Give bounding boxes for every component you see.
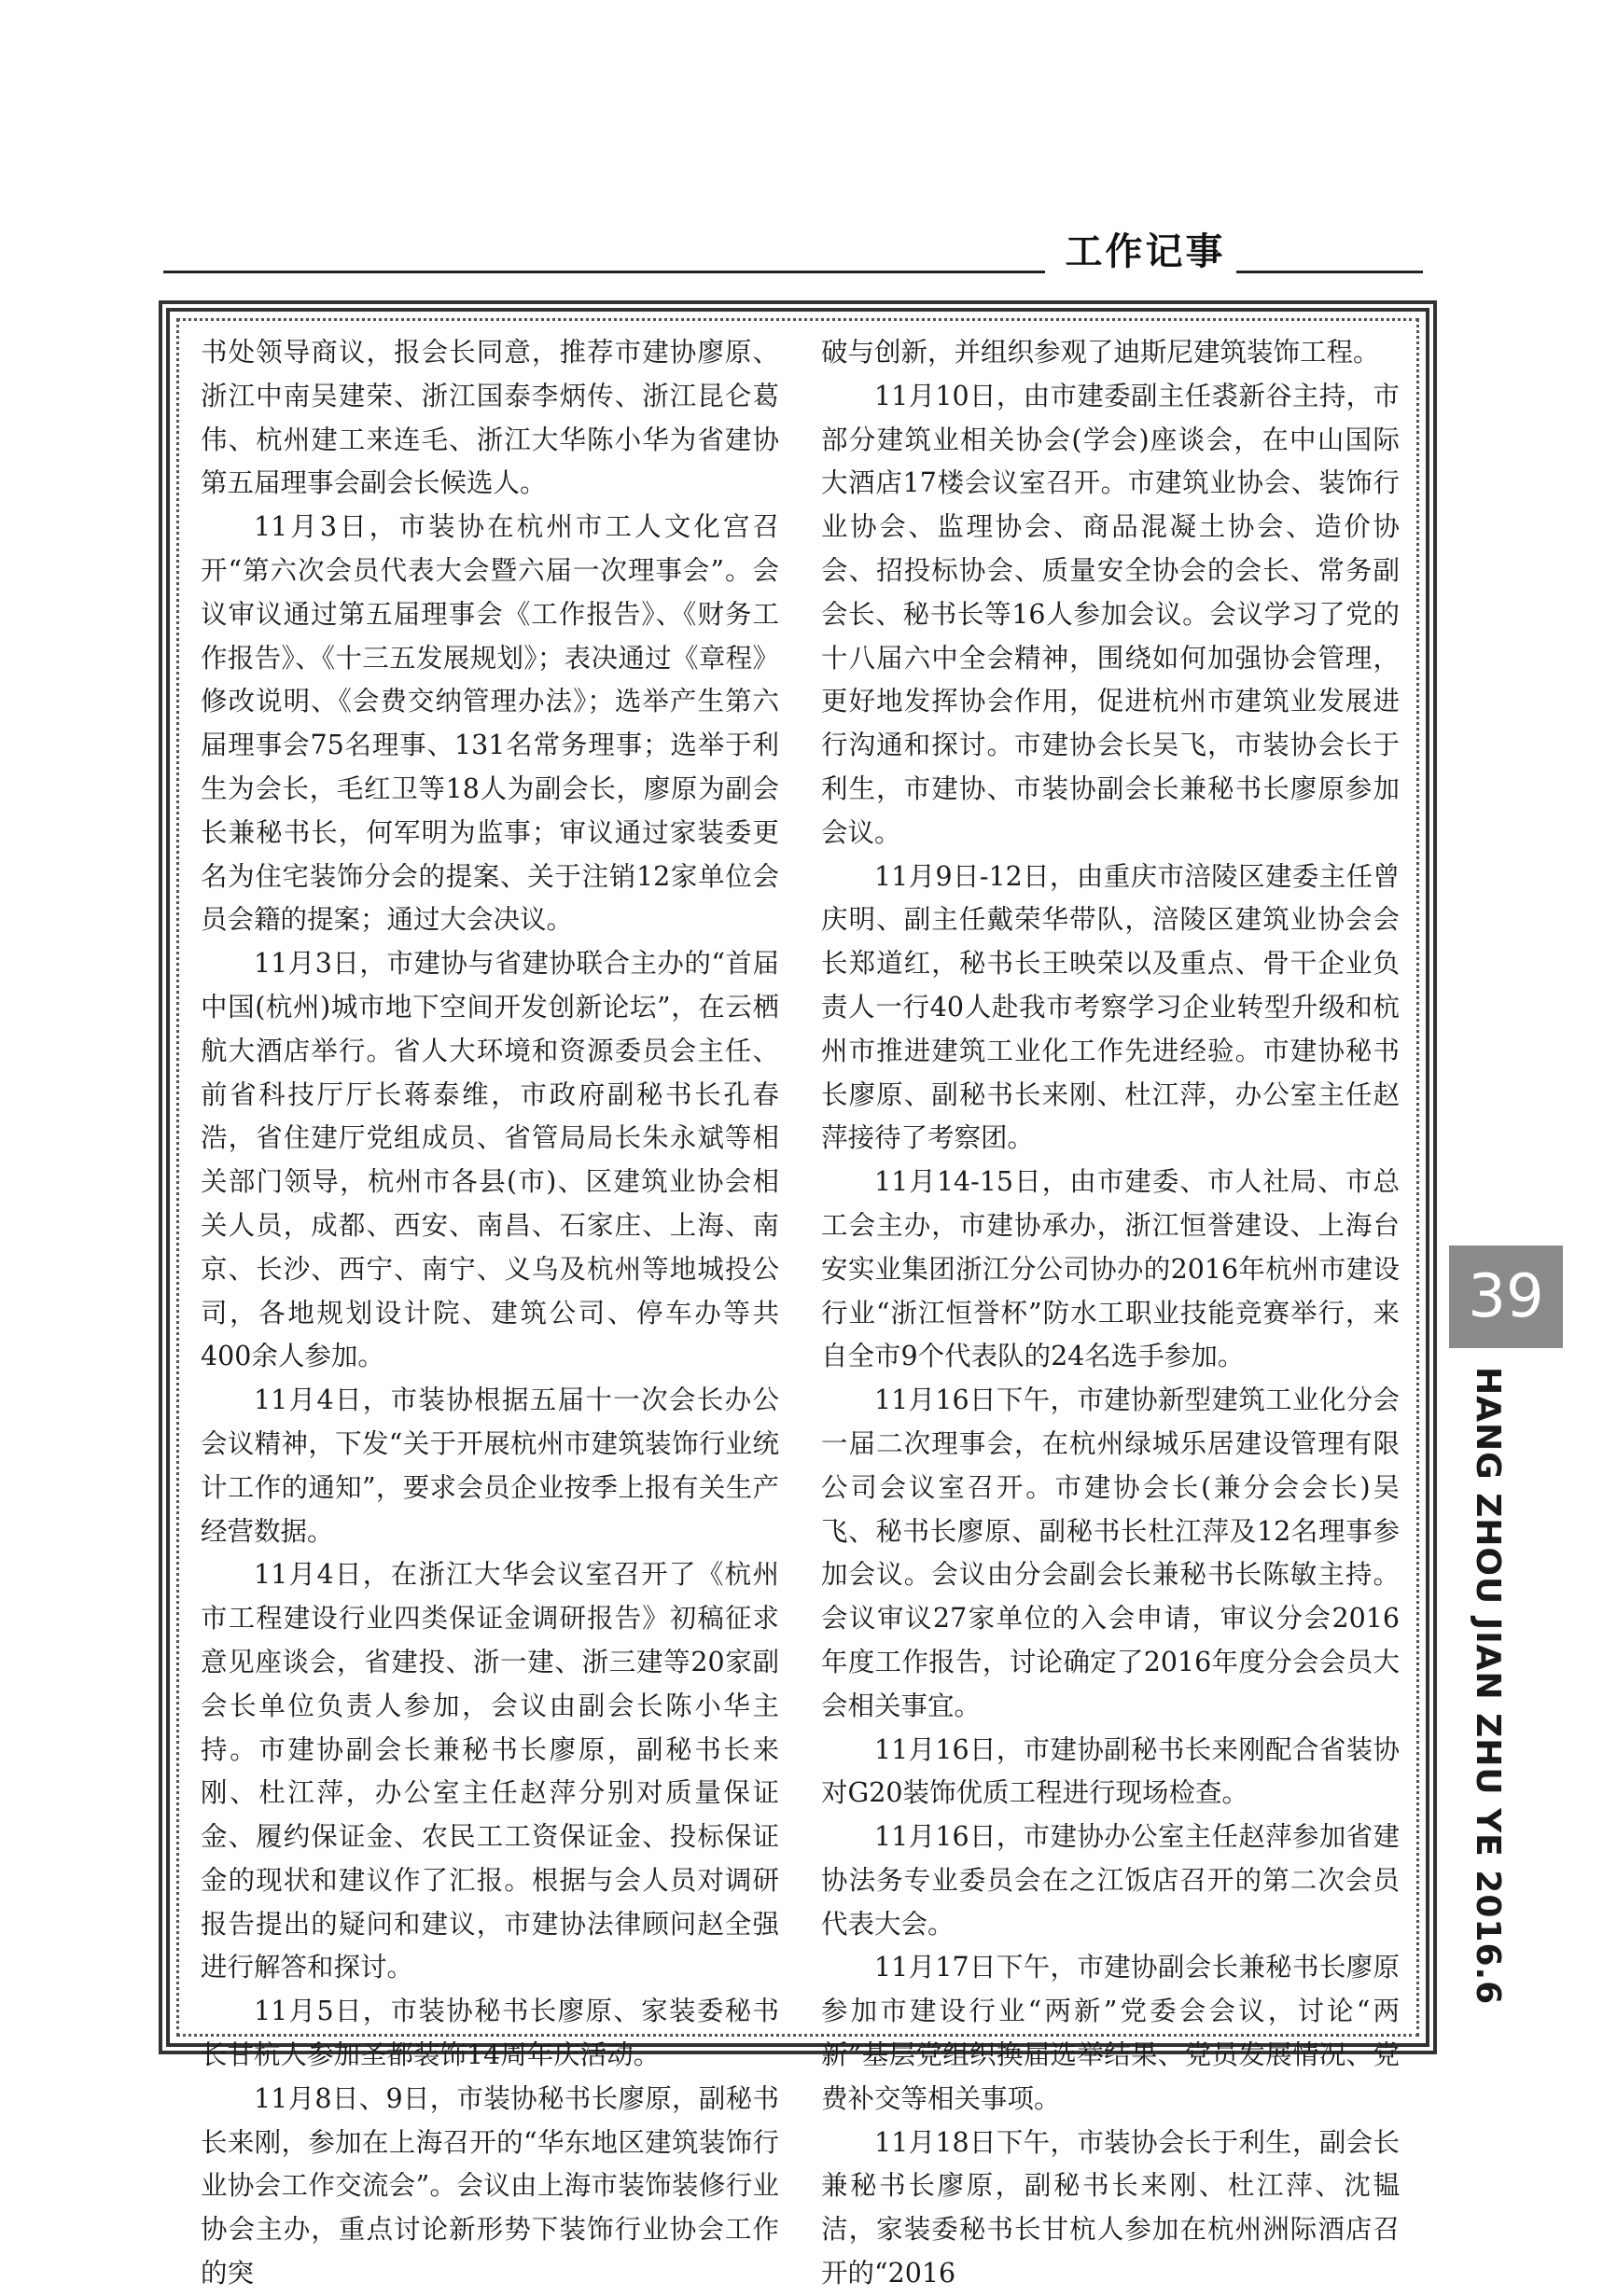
paragraph: 11月14-15日，由市建委、市人社局、市总工会主办，市建协承办，浙江恒誉建设、上海台安实业集团浙江分公司协办的2016年杭州市建设行业“浙江恒誉杯”防水工职业技能竞赛举行，来自全市9个代表队的24名选手参加。 bbox=[821, 1166, 1400, 1372]
paragraph: 书处领导商议，报会长同意，推荐市建协廖原、浙江中南吴建荣、浙江国泰李炳传、浙江昆仑葛伟、杭州建工来连毛、浙江大华陈小华为省建协第五届理事会副会长候选人。 bbox=[201, 337, 779, 499]
paragraph: 11月3日，市建协与省建协联合主办的“首届中国(杭州)城市地下空间开发创新论坛”，在云栖航大酒店举行。省人大环境和资源委员会主任、前省科技厅厅长蒋泰维，市政府副秘书长孔春浩，省住建厅党组成员、省管局局长朱永斌等相关部门领导，杭州市各县(市)、区建筑业协会相关人员，成都、西安、南昌、石家庄、上海、南京、长沙、西宁、南宁、义乌及杭州等地城投公司，各地规划设计院、建筑公司、停车办等共400余人参加。 bbox=[201, 948, 779, 1372]
paragraph: 11月4日，在浙江大华会议室召开了《杭州市工程建设行业四类保证金调研报告》初稿征求意见座谈会，省建投、浙一建、浙三建等20家副会长单位负责人参加，会议由副会长陈小华主持。市建协副会长兼秘书长廖原，副秘书长来刚、杜江萍，办公室主任赵萍分别对质量保证金、履约保证金、农民工工资保证金、投标保证金的现状和建议作了汇报。根据与会人员对调研报告提出的疑问和建议，市建协法律顾问赵全强进行解答和探讨。 bbox=[201, 1559, 779, 1983]
paragraph: 11月18日下午，市装协会长于利生，副会长兼秘书长廖原，副秘书长来刚、杜江萍、沈韫洁，家装委秘书长甘杭人参加在杭州洲际酒店召开的“2016 bbox=[821, 2126, 1400, 2289]
paragraph: 11月9日-12日，由重庆市涪陵区建委主任曾庆明、副主任戴荣华带队，涪陵区建筑业协会会长郑道红，秘书长王映荣以及重点、骨干企业负责人一行40人赴我市考察学习企业转型升级和杭州市推进建筑工业化工作先进经验。市建协秘书长廖原、副秘书长来刚、杜江萍，办公室主任赵萍接待了考察团。 bbox=[821, 860, 1400, 1154]
paragraph: 11月16日，市建协办公室主任赵萍参加省建协法务专业委员会在之江饭店召开的第二次会员代表大会。 bbox=[821, 1821, 1400, 1940]
section-title: 工作记事 bbox=[1065, 230, 1226, 273]
paragraph: 11月8日、9日，市装协秘书长廖原，副秘书长来刚，参加在上海召开的“华东地区建筑装饰行业协会工作交流会”。会议由上海市装饰装修行业协会主办，重点讨论新形势下装饰行业协会工作的突 bbox=[201, 2082, 779, 2289]
paragraph: 11月3日，市装协在杭州市工人文化宫召开“第六次会员代表大会暨六届一次理事会”。会议审议通过第五届理事会《工作报告》、《财务工作报告》、《十三五发展规划》；表决通过《章程》修改说明、《会费交纳管理办法》；选举产生第六届理事会75名理事、131名常务理事；选举于利生为会长，毛红卫等18人为副会长，廖原为副会长兼秘书长，何军明为监事；审议通过家装委更名为住宅装饰分会的提案、关于注销12家单位会员会籍的提案；通过大会决议。 bbox=[201, 511, 779, 936]
page-number-tab: 39 bbox=[1449, 1245, 1563, 1348]
paragraph: 破与创新，并组织参观了迪斯尼建筑装饰工程。 bbox=[821, 337, 1380, 368]
header-rule-left bbox=[163, 271, 1045, 273]
paragraph: 11月4日，市装协根据五届十一次会长办公会议精神，下发“关于开展杭州市建筑装饰行业统计工作的通知”，要求会员企业按季上报有关生产经营数据。 bbox=[201, 1385, 779, 1547]
paragraph: 11月10日，由市建委副主任裘新谷主持，市部分建筑业相关协会(学会)座谈会，在中山国际大酒店17楼会议室召开。市建筑业协会、装饰行业协会、监理协会、商品混凝土协会、造价协会、招投标协会、质量安全协会的会长、常务副会长、秘书长等16人参加会议。会议学习了党的十八届六中全会精神，围绕如何加强协会管理，更好地发挥协会作用，促进杭州市建筑业发展进行沟通和探讨。市建协会长吴飞，市装协会长于利生，市建协、市装协副会长兼秘书长廖原参加会议。 bbox=[821, 380, 1400, 848]
paragraph: 11月16日下午，市建协新型建筑工业化分会一届二次理事会，在杭州绿城乐居建设管理有限公司会议室召开。市建协会长(兼分会会长)吴飞、秘书长廖原、副秘书长杜江萍及12名理事参加会议。会议由分会副会长兼秘书长陈敏主持。会议审议27家单位的入会申请，审议分会2016年度工作报告，讨论确定了2016年度分会会员大会相关事宜。 bbox=[821, 1385, 1400, 1721]
left-text-column bbox=[201, 331, 779, 2289]
paragraph: 11月17日下午，市建协副会长兼秘书长廖原参加市建设行业“两新”党委会会议，讨论“两新”基层党组织换届选举结果、党员发展情况、党费补交等相关事项。 bbox=[821, 1952, 1400, 2114]
paragraph: 11月16日，市建协副秘书长来刚配合省装协对G20装饰优质工程进行现场检查。 bbox=[821, 1733, 1400, 1809]
header-rule-right bbox=[1236, 271, 1423, 273]
paragraph: 11月5日，市装协秘书长廖原、家装委秘书长甘杭人参加圣都装饰14周年庆活动。 bbox=[201, 1996, 779, 2071]
journal-name-vertical: HANG ZHOU JIAN ZHU YE 2016.6 bbox=[1469, 1367, 1507, 2006]
right-text-column bbox=[821, 331, 1400, 2289]
